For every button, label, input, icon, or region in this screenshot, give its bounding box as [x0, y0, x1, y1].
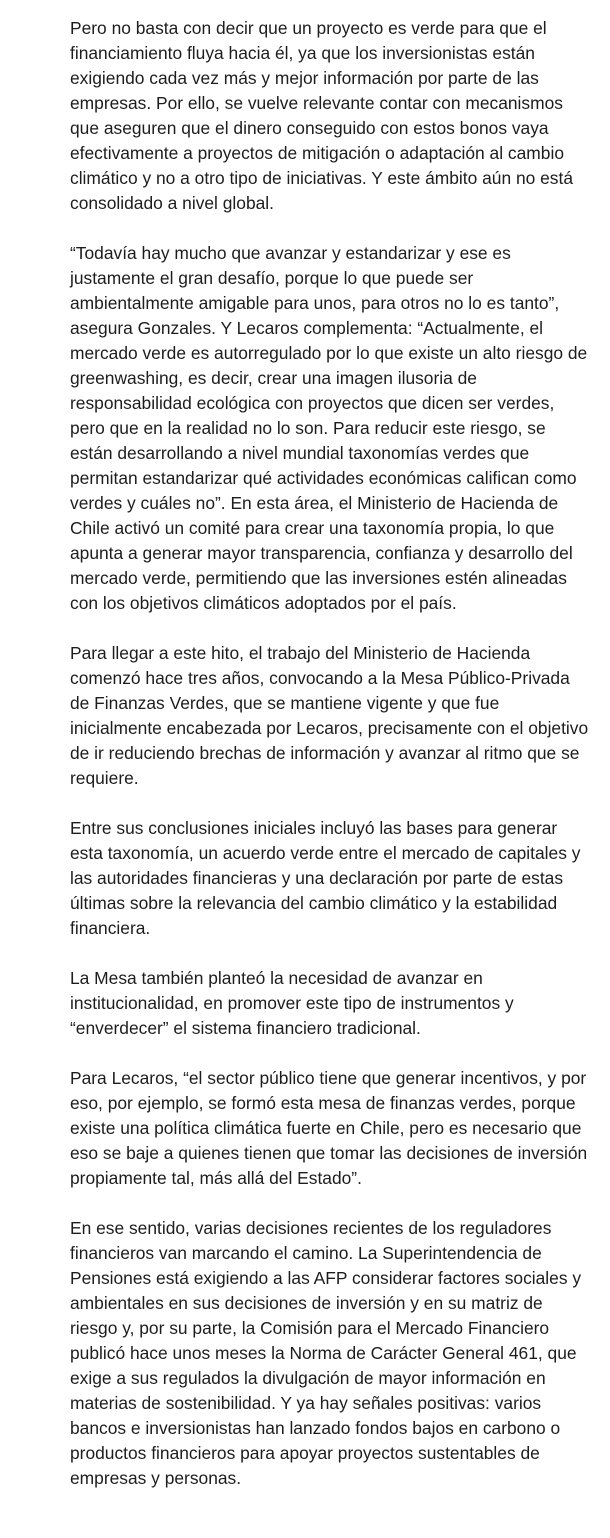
article-body [70, 16, 590, 1491]
paragraph-green-financing-information: Pero no basta con decir que un proyecto es verde para que el financiamiento fluya hacia él, ya que los inversionistas están exigiendo cada vez más y mejor información por parte de las empresas. Por ello, se vuelve relevante contar con mecanismos que aseguren que el dinero conseguido con estos bonos vaya efectivamente a proyectos de mitigación o adaptación al cambio climático y no a otro tipo de iniciativas. Y este ámbito aún no está consolidado a nivel global. [70, 18, 574, 213]
paragraph-regulators-decisions: En ese sentido, varias decisiones recientes de los reguladores financieros van marcando el camino. La Superintendencia de Pensiones está exigiendo a las AFP considerar factores sociales y ambientales en sus decisiones de inversión y en su matriz de riesgo y, por su parte, la Comisión para el Mercado Financiero publicó hace unos meses la Norma de Carácter General 461, que exige a sus regulados la divulgación de mayor información en materias de sostenibilidad. Y ya hay señales positivas: varios bancos e inversionistas han lanzado fondos bajos en carbono o productos financieros para apoyar proyectos sustentables de empresas y personas. [70, 1218, 582, 1488]
paragraph-standardization-greenwashing: “Todavía hay mucho que avanzar y estandarizar y ese es justamente el gran desafío, porque lo que puede ser ambientalmente amigable para unos, para otros no lo es tanto”, asegura Gonzales. Y Lecaros complementa: “Actualmente, el mercado verde es autorregulado por lo que existe un alto riesgo de greenwashing, es decir, crear una imagen ilusoria de responsabilidad ecológica con proyectos que dicen ser verdes, pero que en la realidad no lo son. Para reducir este riesgo, se están desarrollando a nivel mundial taxonomías verdes que permitan estandarizar qué actividades económicas califican como verdes y cuáles no”. En esta área, el Ministerio de Hacienda de Chile activó un comité para crear una taxonomía propia, lo que apunta a generar mayor transparencia, confianza y desarrollo del mercado verde, permitiendo que las inversiones estén alineadas con los objetivos climáticos adoptados por el país. [70, 243, 588, 613]
paragraph-institutionality: La Mesa también planteó la necesidad de avanzar en institucionalidad, en promover este tipo de instrumentos y “enverdecer” el sistema financiero tradicional. [70, 968, 514, 1038]
paragraph-public-sector-incentives: Para Lecaros, “el sector público tiene que generar incentivos, y por eso, por ejemplo, se formó esta mesa de finanzas verdes, porque existe una política climática fuerte en Chile, pero es necesario que eso se baje a quienes tienen que tomar las decisiones de inversión propiamente tal, más allá del Estado”. [70, 1068, 588, 1188]
paragraph-initial-conclusions: Entre sus conclusiones iniciales incluyó las bases para generar esta taxonomía, un acuerdo verde entre el mercado de capitales y las autoridades financieras y una declaración por parte de estas últimas sobre la relevancia del cambio climático y la estabilidad financiera. [70, 818, 581, 938]
paragraph-public-private-roundtable: Para llegar a este hito, el trabajo del Ministerio de Hacienda comenzó hace tres años, convocando a la Mesa Público-Privada de Finanzas Verdes, que se mantiene vigente y que fue inicialmente encabezada por Lecaros, precisamente con el objetivo de ir reduciendo brechas de información y avanzar al ritmo que se requiere. [70, 643, 589, 788]
